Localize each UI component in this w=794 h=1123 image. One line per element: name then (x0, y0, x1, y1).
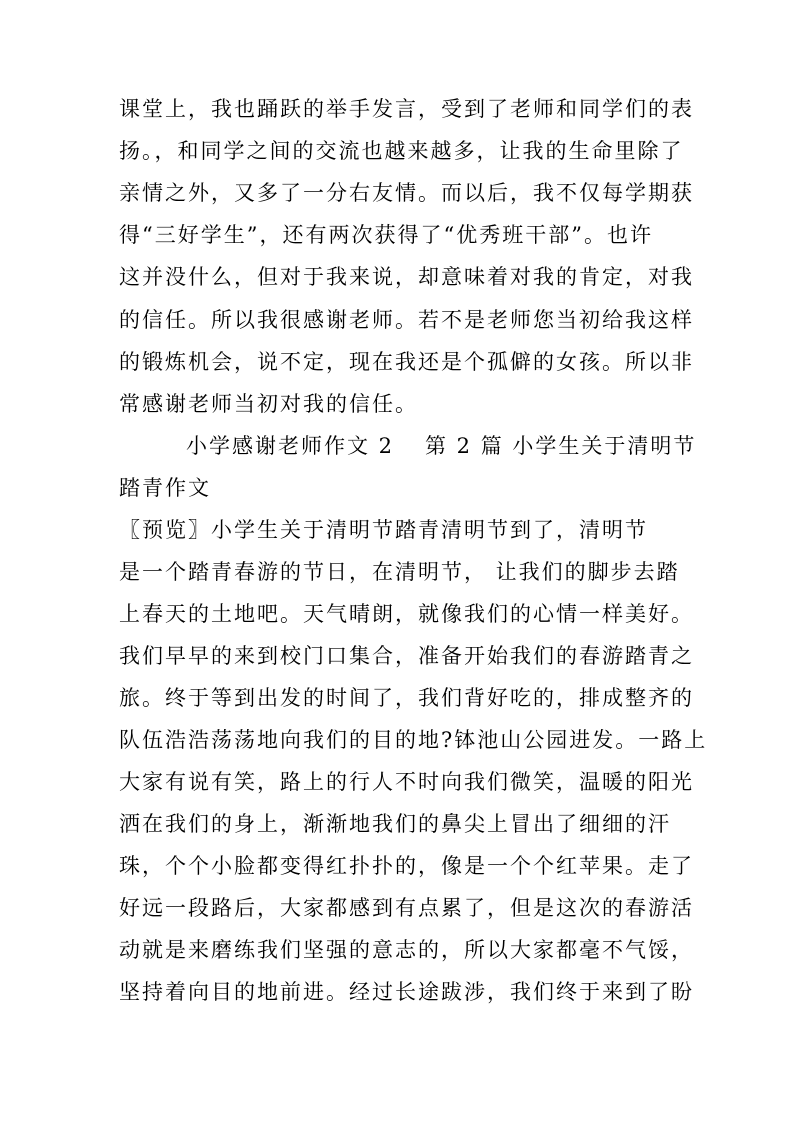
text-line: 这并没什么，但对于我来说，却意味着对我的肯定，对我 (119, 265, 694, 289)
paragraph-first-line: 〖预览〗小学生关于清明节踏青清明节到了，清明节 (119, 518, 648, 542)
text-line: 珠，个个小脸都变得红扑扑的，像是一个个红苹果。走了 (119, 854, 694, 878)
section-heading-right: 第 2 篇 小学生关于清明节 (425, 434, 697, 458)
text-line: 是一个踏青春游的节日，在清明节， 让我们的脚步去踏 (119, 560, 680, 584)
text-line: 常感谢老师当初对我的信任。 (119, 392, 418, 416)
text-line: 队伍浩浩荡荡地向我们的目的地?钵池山公园进发。一路上 (119, 728, 708, 752)
text-line: 洒在我们的身上，渐渐地我们的鼻尖上冒出了细细的汗 (119, 812, 671, 836)
text-line: 动就是来磨练我们坚强的意志的，所以大家都毫不气馁， (119, 938, 694, 962)
text-line: 好远一段路后，大家都感到有点累了，但是这次的春游活 (119, 896, 694, 920)
text-line: 我们早早的来到校门口集合，准备开始我们的春游踏青之 (119, 644, 694, 668)
section-heading-left: 小学感谢老师作文 2 (186, 434, 395, 458)
text-line: 扬。，和同学之间的交流也越来越多，让我的生命里除了 (119, 139, 684, 163)
text-line: 大家有说有笑，路上的行人不时向我们微笑，温暖的阳光 (119, 770, 694, 794)
text-line: 亲情之外，又多了一分右友情。而以后，我不仅每学期获 (119, 181, 694, 205)
text-line: 得“三好学生”，还有两次获得了“优秀班干部”。也许 (119, 223, 653, 247)
text-line: 的信任。所以我很感谢老师。若不是老师您当初给我这样 (119, 308, 694, 332)
text-line: 课堂上，我也踊跃的举手发言，受到了老师和同学们的表 (119, 97, 694, 121)
text-line: 旅。终于等到出发的时间了，我们背好吃的，排成整齐的 (119, 686, 694, 710)
section-heading-continuation: 踏青作文 (119, 476, 211, 500)
text-line: 的锻炼机会，说不定，现在我还是个孤僻的女孩。所以非 (119, 350, 694, 374)
text-line: 上春天的土地吧。天气晴朗，就像我们的心情一样美好。 (119, 602, 694, 626)
text-line: 坚持着向目的地前进。经过长途跋涉，我们终于来到了盼 (119, 980, 694, 1004)
